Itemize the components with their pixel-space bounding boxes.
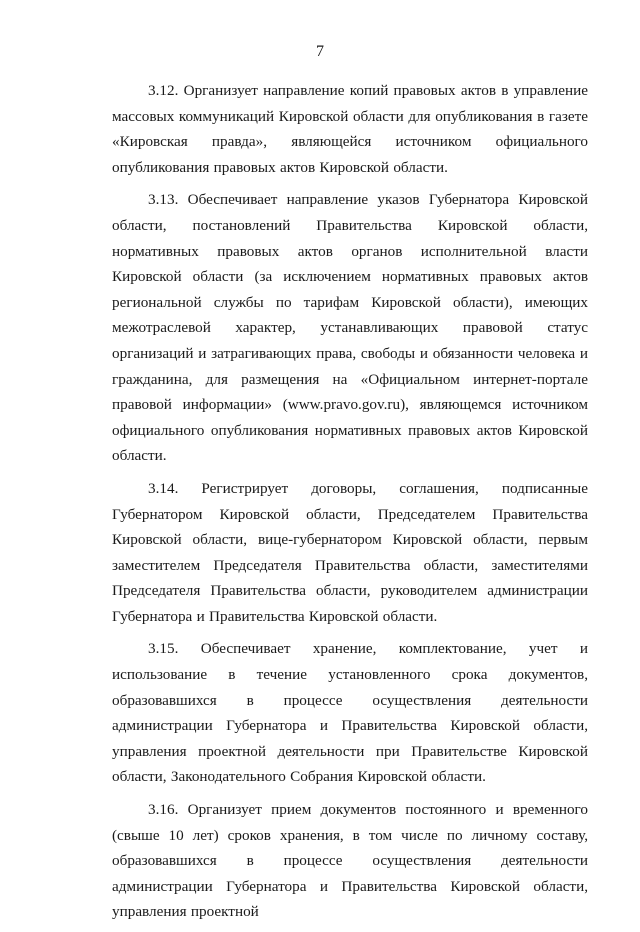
paragraph-3-12: 3.12. Организует направление копий правовых актов в управление массовых коммуникаций Кировской области для опубликования в газете «Кировская правда», являющейся источником официального опубликования правовых актов Кировской области. bbox=[112, 82, 588, 176]
page-number: 7 bbox=[316, 43, 324, 60]
paragraph-3-13: 3.13. Обеспечивает направление указов Губернатора Кировской области, постановлений Правительства Кировской области, нормативных правовых актов органов исполнительной власти Кировской области (за исключением нормативных правовых актов региональной службы по тарифам Кировской области), имеющих межотраслевой характер, устанавливающих правовой статус организаций и затрагивающих права, свободы и обязанности человека и гражданина, для размещения на «Официальном интернет-портале правовой информации» (www.pravo.gov.ru), являющемся источником официального опубликования нормативных правовых актов Кировской области. bbox=[112, 191, 588, 465]
paragraph-3-15: 3.15. Обеспечивает хранение, комплектование, учет и использование в течение установленного срока документов, образовавшихся в процессе осуществления деятельности администрации Губернатора и Правительства Кировской области, управления проектной деятельности при Правительстве Кировской области, Законодательного Собрания Кировской области. bbox=[112, 640, 588, 786]
paragraph-3-16: 3.16. Организует прием документов постоянного и временного (свыше 10 лет) сроков хранения, в том числе по личному составу, образовавшихся в процессе осуществления деятельности администрации Губернатора и Правительства Кировской области, управления проектной bbox=[112, 801, 588, 921]
paragraph-3-14: 3.14. Регистрирует договоры, соглашения, подписанные Губернатором Кировской области, Председателем Правительства Кировской области, вице-губернатором Кировской области, первым заместителем Председателя Правительства области, заместителями Председателя Правительства области, руководителем администрации Губернатора и Правительства Кировской области. bbox=[112, 479, 588, 625]
document-body bbox=[112, 78, 588, 932]
